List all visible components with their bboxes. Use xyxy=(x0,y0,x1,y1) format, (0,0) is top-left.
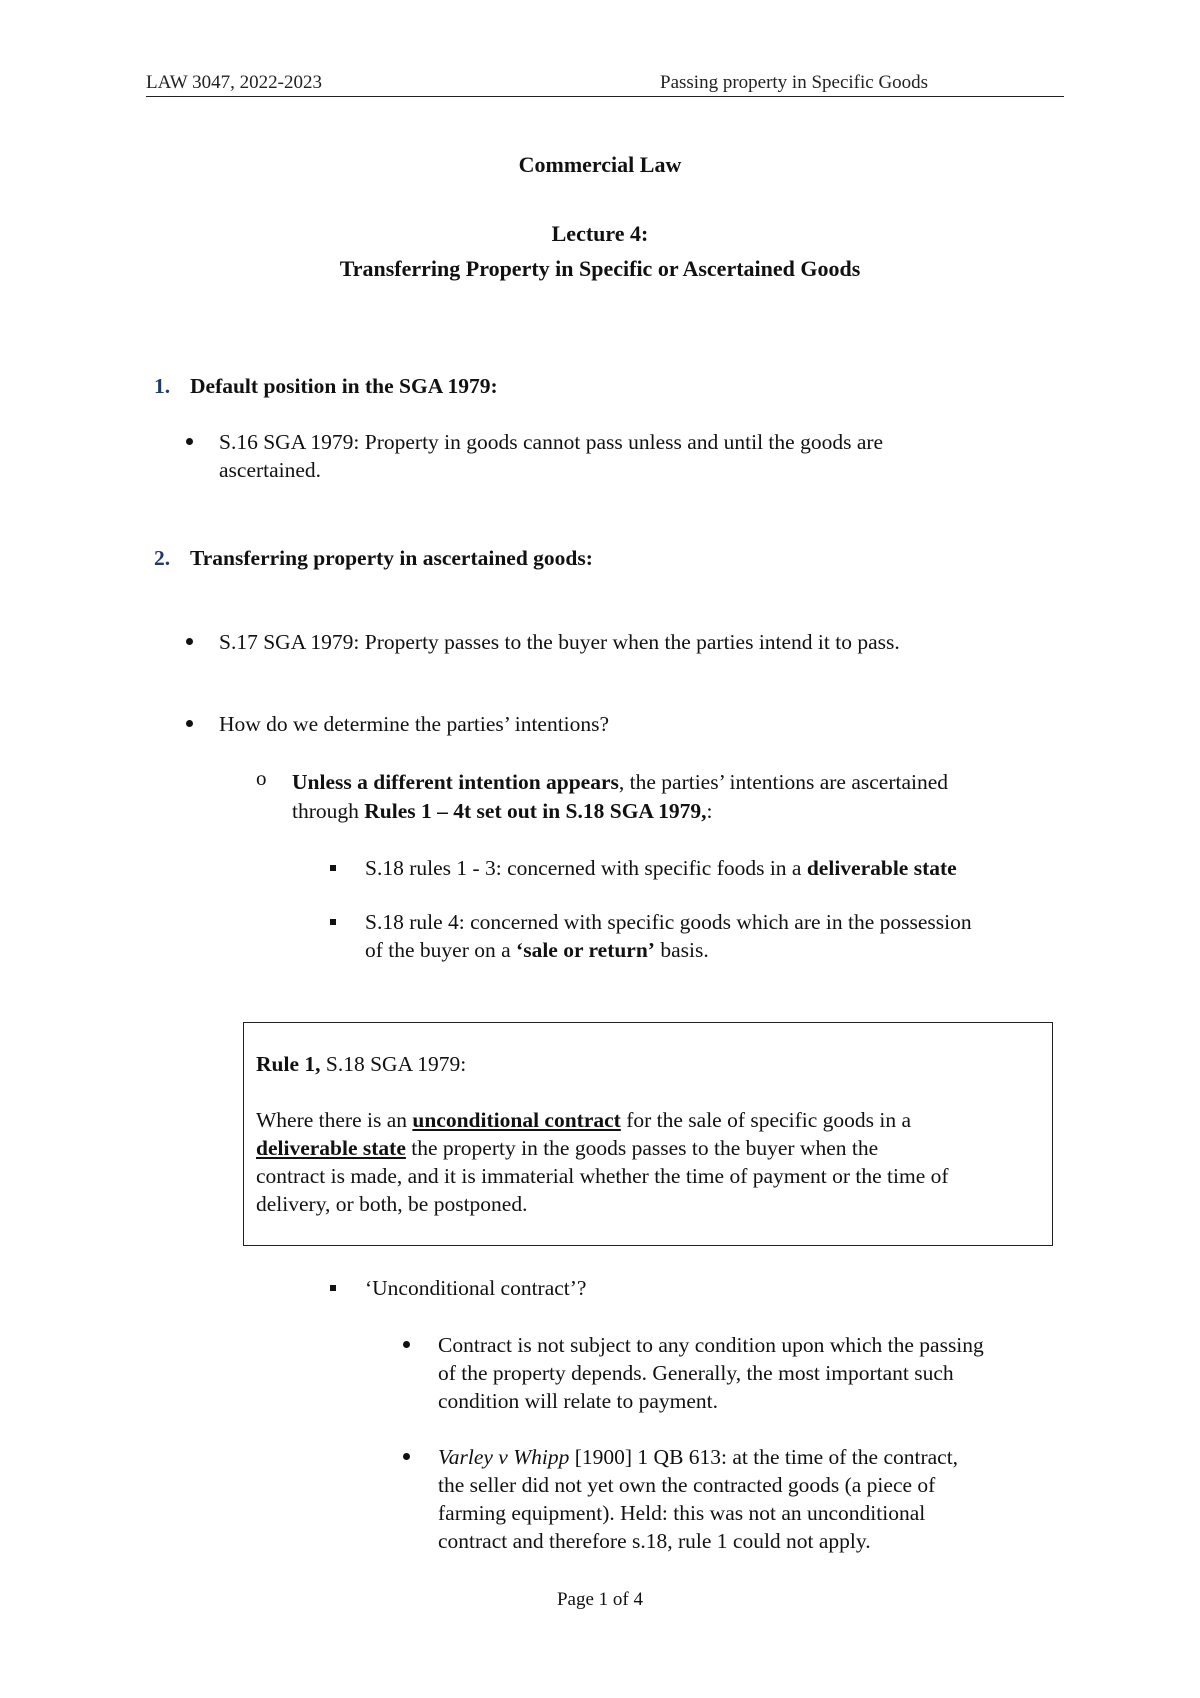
bullet-icon xyxy=(186,638,193,645)
header-right: Passing property in Specific Goods xyxy=(660,72,929,93)
section-1-heading: Default position in the SGA 1979: xyxy=(190,374,498,398)
lecture-title: Transferring Property in Specific or Ascertained Goods xyxy=(339,256,861,281)
lecture-number: Lecture 4: xyxy=(551,221,649,246)
document-title: Commercial Law xyxy=(518,152,682,177)
unconditional-contract-label: ‘Unconditional contract’? xyxy=(365,1276,587,1300)
varley-case-line1: Varley v Whipp [1900] 1 QB 613: at the time of the contract, xyxy=(438,1445,959,1469)
bullet-icon xyxy=(186,438,193,445)
s16-bullet-line1: S.16 SGA 1979: Property in goods cannot pass unless and until the goods are xyxy=(219,430,884,454)
bullet-icon xyxy=(186,720,193,727)
section-1-number: 1. xyxy=(154,374,171,398)
header-left: LAW 3047, 2022-2023 xyxy=(146,72,322,93)
square-bullet-icon xyxy=(330,919,336,925)
section-2-number: 2. xyxy=(154,546,171,570)
rule-1-text-line2: deliverable state the property in the goods passes to the buyer when the xyxy=(256,1136,879,1160)
circle-bullet-icon: o xyxy=(256,766,267,790)
unconditional-point1-line1: Contract is not subject to any condition upon which the passing xyxy=(438,1333,984,1357)
bullet-icon xyxy=(403,1453,410,1460)
section-2-heading: Transferring property in ascertained goods: xyxy=(190,546,593,570)
rule-1-text-line4: delivery, or both, be postponed. xyxy=(256,1192,528,1216)
rule-1-text-line1: Where there is an unconditional contract for the sale of specific goods in a xyxy=(256,1108,911,1132)
intention-line1: Unless a different intention appears, the parties’ intentions are ascertained xyxy=(292,770,949,794)
intentions-bullet: How do we determine the parties’ intentions? xyxy=(219,712,610,736)
rule-1-title: Rule 1, S.18 SGA 1979: xyxy=(256,1052,467,1076)
header-divider xyxy=(146,96,1064,97)
bullet-icon xyxy=(403,1341,410,1348)
rules-1-3-item: S.18 rules 1 - 3: concerned with specific foods in a deliverable state xyxy=(365,856,957,880)
rule-1-text-line3: contract is made, and it is immaterial whether the time of payment or the time of xyxy=(256,1164,949,1188)
varley-case-line2: the seller did not yet own the contracted goods (a piece of xyxy=(438,1473,936,1497)
page-number: Page 1 of 4 xyxy=(556,1589,643,1610)
intention-line2: through Rules 1 – 4t set out in S.18 SGA 1979,: xyxy=(292,799,713,823)
rule-4-item-line1: S.18 rule 4: concerned with specific goods which are in the possession xyxy=(365,910,972,934)
varley-case-line4: contract and therefore s.18, rule 1 could not apply. xyxy=(438,1529,871,1553)
unconditional-point1-line3: condition will relate to payment. xyxy=(438,1389,719,1413)
square-bullet-icon xyxy=(330,1285,336,1291)
s17-bullet: S.17 SGA 1979: Property passes to the buyer when the parties intend it to pass. xyxy=(219,630,900,654)
s16-bullet-line2: ascertained. xyxy=(219,458,322,482)
rule-4-item-line2: of the buyer on a ‘sale or return’ basis. xyxy=(365,938,709,962)
square-bullet-icon xyxy=(330,865,336,871)
unconditional-point1-line2: of the property depends. Generally, the most important such xyxy=(438,1361,954,1385)
varley-case-line3: farming equipment). Held: this was not an unconditional xyxy=(438,1501,926,1525)
